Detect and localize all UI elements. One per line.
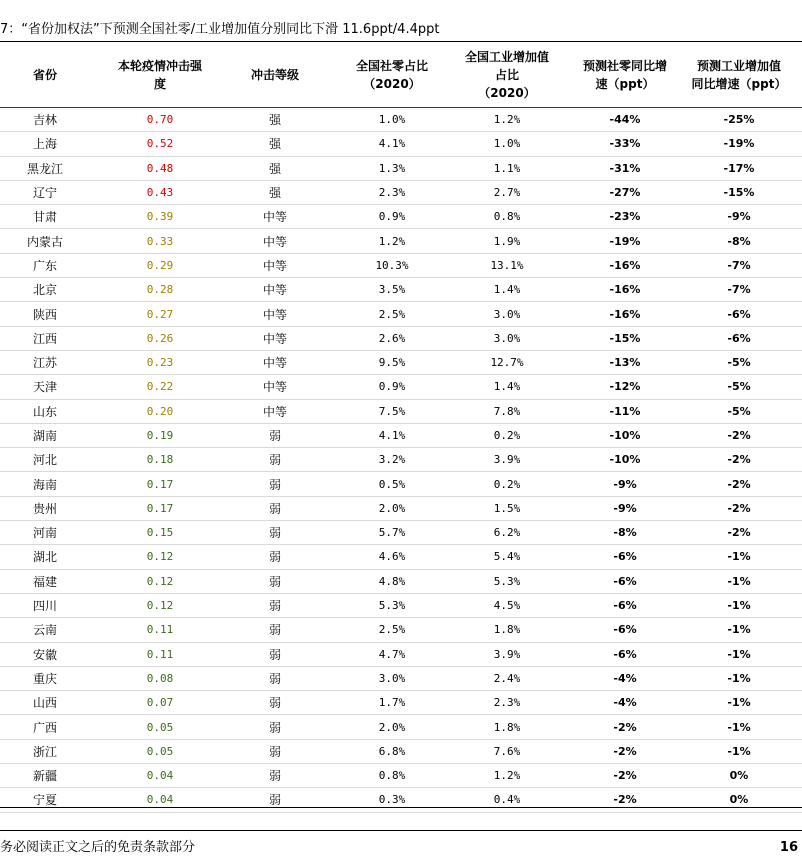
cell-industry-growth: -1% — [727, 696, 751, 710]
cell-retail-share: 0.9% — [378, 380, 406, 394]
cell-industry-growth: -7% — [727, 258, 751, 272]
table-row — [0, 351, 802, 375]
cell-intensity: 0.39 — [146, 210, 174, 224]
cell-level: 中等 — [262, 210, 287, 225]
cell-intensity: 0.08 — [146, 671, 174, 685]
table-row — [0, 400, 802, 424]
cell-retail-share: 1.2% — [378, 234, 406, 248]
cell-industry-share: 0.2% — [493, 429, 521, 442]
cell-intensity: 0.05 — [146, 744, 174, 758]
cell-industry-growth: -1% — [727, 744, 751, 758]
cell-retail-share: 0.8% — [378, 769, 406, 783]
header-retail-share — [332, 42, 452, 107]
cell-intensity: 0.27 — [146, 307, 174, 321]
cell-retail-share: 10.3% — [375, 258, 409, 272]
cell-retail-growth: -9% — [613, 477, 637, 491]
cell-province: 新疆 — [32, 769, 57, 784]
cell-level: 中等 — [262, 380, 287, 395]
table-header — [0, 42, 802, 107]
cell-level: 弱 — [268, 793, 281, 808]
cell-intensity: 0.19 — [146, 429, 174, 442]
cell-industry-share: 1.0% — [493, 137, 521, 151]
cell-level: 弱 — [268, 429, 281, 443]
cell-industry-share: 1.2% — [493, 769, 521, 783]
cell-level: 强 — [268, 161, 281, 176]
cell-industry-growth: -1% — [727, 574, 751, 588]
cell-industry-share: 7.8% — [493, 404, 521, 418]
cell-province: 云南 — [32, 623, 57, 638]
table-row — [0, 229, 802, 253]
cell-intensity: 0.12 — [146, 550, 174, 564]
cell-intensity: 0.11 — [146, 623, 174, 637]
cell-industry-share: 7.6% — [493, 744, 521, 758]
cell-industry-growth: -1% — [727, 623, 751, 637]
cell-retail-share: 3.2% — [378, 453, 406, 467]
cell-province: 广东 — [32, 258, 57, 273]
cell-level: 中等 — [262, 331, 287, 346]
cell-intensity: 0.04 — [146, 769, 174, 783]
cell-province: 贵州 — [32, 501, 57, 516]
cell-retail-growth: -16% — [609, 258, 641, 272]
cell-retail-share: 7.5% — [378, 404, 406, 418]
cell-retail-share: 2.3% — [378, 186, 406, 200]
cell-retail-growth: -6% — [613, 574, 637, 588]
cell-province: 宁夏 — [32, 793, 57, 808]
cell-province: 湖北 — [32, 550, 57, 565]
cell-industry-growth: -2% — [727, 501, 751, 515]
cell-retail-share: 2.0% — [378, 501, 406, 515]
header-intensity-label: 本轮疫情冲击强 度 — [117, 58, 202, 91]
table-body — [0, 108, 802, 813]
table-row — [0, 715, 802, 739]
cell-retail-growth: -44% — [609, 113, 641, 127]
cell-level: 中等 — [262, 283, 287, 298]
cell-industry-growth: -2% — [727, 526, 751, 540]
cell-industry-share: 5.4% — [493, 550, 521, 564]
cell-retail-growth: -12% — [609, 380, 641, 394]
table-row — [0, 643, 802, 667]
cell-province: 甘肃 — [32, 210, 57, 225]
cell-retail-growth: -2% — [613, 769, 637, 783]
cell-retail-growth: -4% — [613, 671, 637, 685]
cell-retail-growth: -15% — [609, 331, 641, 345]
cell-industry-share: 0.4% — [493, 793, 521, 807]
cell-retail-growth: -27% — [609, 186, 641, 200]
cell-retail-growth: -10% — [609, 453, 641, 467]
cell-province: 黑龙江 — [26, 161, 63, 176]
cell-intensity: 0.18 — [146, 453, 174, 467]
cell-industry-growth: -6% — [727, 331, 751, 345]
cell-industry-growth: -8% — [727, 234, 751, 248]
cell-intensity: 0.12 — [146, 574, 174, 588]
cell-retail-growth: -16% — [609, 283, 641, 297]
table-row — [0, 618, 802, 642]
cell-industry-growth: 0% — [729, 793, 749, 807]
cell-intensity: 0.17 — [146, 477, 174, 491]
cell-retail-share: 0.3% — [378, 793, 406, 807]
cell-retail-growth: -10% — [609, 429, 641, 442]
cell-province: 安徽 — [32, 647, 57, 662]
cell-level: 弱 — [268, 550, 281, 565]
table-row — [0, 327, 802, 351]
cell-level: 弱 — [268, 501, 281, 516]
cell-province: 陕西 — [32, 307, 57, 322]
cell-industry-share: 1.1% — [493, 161, 521, 175]
cell-industry-growth: -1% — [727, 671, 751, 685]
cell-level: 弱 — [268, 574, 281, 589]
cell-retail-growth: -4% — [613, 696, 637, 710]
cell-retail-growth: -2% — [613, 720, 637, 734]
cell-province: 河北 — [32, 453, 57, 468]
cell-province: 广西 — [32, 720, 57, 735]
cell-industry-growth: -2% — [727, 477, 751, 491]
cell-intensity: 0.20 — [146, 404, 174, 418]
cell-retail-share: 3.5% — [378, 283, 406, 297]
cell-retail-growth: -6% — [613, 647, 637, 661]
header-industry-share — [447, 42, 567, 107]
cell-intensity: 0.26 — [146, 331, 174, 345]
cell-industry-growth: -15% — [723, 186, 755, 200]
cell-province: 四川 — [32, 599, 57, 614]
cell-level: 弱 — [268, 526, 281, 541]
cell-industry-share: 1.9% — [493, 234, 521, 248]
cell-level: 中等 — [262, 404, 287, 419]
table-row — [0, 594, 802, 618]
cell-retail-growth: -8% — [613, 526, 637, 540]
cell-intensity: 0.29 — [146, 258, 174, 272]
cell-level: 弱 — [268, 769, 281, 784]
cell-intensity: 0.52 — [146, 137, 174, 151]
cell-industry-growth: 0% — [729, 769, 749, 783]
header-retail-growth-label: 预测社零同比增 速（ppt） — [582, 58, 667, 91]
table-row — [0, 740, 802, 764]
table-row — [0, 667, 802, 691]
cell-intensity: 0.33 — [146, 234, 174, 248]
cell-industry-growth: -2% — [727, 429, 751, 442]
cell-level: 强 — [268, 186, 281, 201]
table-caption: 7：“省份加权法”下预测全国社零/工业增加值分别同比下滑 11.6ppt/4.4ppt — [0, 22, 440, 37]
cell-retail-share: 4.6% — [378, 550, 406, 564]
header-level — [215, 42, 335, 107]
cell-retail-share: 1.3% — [378, 161, 406, 175]
cell-province: 河南 — [32, 526, 57, 541]
cell-province: 重庆 — [32, 671, 57, 686]
cell-level: 弱 — [268, 453, 281, 468]
header-industry-growth — [679, 42, 799, 107]
cell-province: 北京 — [32, 283, 57, 298]
cell-retail-share: 2.5% — [378, 623, 406, 637]
cell-level: 弱 — [268, 599, 281, 614]
header-retail-share-label: 全国社零占比 （2020） — [355, 58, 428, 91]
cell-retail-growth: -31% — [609, 161, 641, 175]
cell-province: 天津 — [32, 380, 57, 395]
cell-industry-share: 4.5% — [493, 599, 521, 613]
cell-intensity: 0.17 — [146, 501, 174, 515]
cell-province: 上海 — [32, 137, 57, 152]
cell-province: 山东 — [32, 404, 57, 419]
cell-intensity: 0.12 — [146, 599, 174, 613]
header-province-label: 省份 — [32, 67, 57, 82]
table-row — [0, 521, 802, 545]
table-row — [0, 108, 802, 132]
cell-retail-share: 0.9% — [378, 210, 406, 224]
cell-level: 弱 — [268, 720, 281, 735]
table-row — [0, 764, 802, 788]
cell-retail-share: 1.0% — [378, 113, 406, 127]
cell-retail-growth: -11% — [609, 404, 641, 418]
cell-level: 弱 — [268, 623, 281, 638]
footer-rule — [0, 830, 802, 831]
cell-retail-share: 4.1% — [378, 137, 406, 151]
cell-industry-share: 3.0% — [493, 331, 521, 345]
header-retail-growth — [565, 42, 685, 107]
cell-industry-growth: -5% — [727, 356, 751, 370]
cell-industry-growth: -2% — [727, 453, 751, 467]
cell-retail-growth: -16% — [609, 307, 641, 321]
cell-retail-growth: -6% — [613, 599, 637, 613]
cell-industry-share: 3.9% — [493, 647, 521, 661]
cell-industry-share: 6.2% — [493, 526, 521, 540]
cell-industry-share: 2.4% — [493, 671, 521, 685]
table-row — [0, 278, 802, 302]
cell-retail-growth: -23% — [609, 210, 641, 224]
cell-intensity: 0.11 — [146, 647, 174, 661]
cell-intensity: 0.04 — [146, 793, 174, 807]
table-row — [0, 448, 802, 472]
cell-industry-share: 1.4% — [493, 380, 521, 394]
cell-intensity: 0.43 — [146, 186, 174, 200]
cell-retail-growth: -6% — [613, 550, 637, 564]
cell-intensity: 0.15 — [146, 526, 174, 540]
cell-level: 强 — [268, 137, 281, 152]
cell-province: 海南 — [32, 477, 57, 492]
cell-province: 江苏 — [32, 356, 57, 371]
header-industry-growth-label: 预测工业增加值 同比增速（ppt） — [691, 58, 787, 91]
cell-level: 中等 — [262, 356, 287, 371]
cell-retail-growth: -9% — [613, 501, 637, 515]
table-row — [0, 375, 802, 399]
cell-industry-share: 13.1% — [490, 258, 524, 272]
cell-level: 中等 — [262, 258, 287, 273]
table-bottom-rule — [0, 807, 802, 808]
cell-level: 弱 — [268, 477, 281, 492]
cell-retail-share: 3.0% — [378, 671, 406, 685]
cell-intensity: 0.23 — [146, 356, 174, 370]
table-row — [0, 472, 802, 496]
table-row — [0, 157, 802, 181]
cell-retail-share: 4.1% — [378, 429, 406, 442]
cell-industry-growth: -1% — [727, 647, 751, 661]
cell-retail-share: 2.5% — [378, 307, 406, 321]
cell-industry-share: 0.8% — [493, 210, 521, 224]
cell-province: 福建 — [32, 574, 57, 589]
cell-level: 弱 — [268, 671, 281, 686]
cell-retail-share: 0.5% — [378, 477, 406, 491]
cell-province: 江西 — [32, 331, 57, 346]
cell-intensity: 0.07 — [146, 696, 174, 710]
cell-industry-share: 1.2% — [493, 113, 521, 127]
cell-retail-share: 5.3% — [378, 599, 406, 613]
cell-level: 强 — [268, 113, 281, 128]
cell-industry-growth: -1% — [727, 720, 751, 734]
cell-industry-growth: -1% — [727, 550, 751, 564]
cell-retail-share: 5.7% — [378, 526, 406, 540]
header-level-label: 冲击等级 — [250, 67, 299, 82]
table-row — [0, 254, 802, 278]
cell-intensity: 0.48 — [146, 161, 174, 175]
cell-province: 内蒙古 — [26, 234, 63, 249]
page-number: 16 — [779, 840, 798, 855]
cell-industry-share: 2.7% — [493, 186, 521, 200]
cell-level: 中等 — [262, 307, 287, 322]
cell-retail-growth: -2% — [613, 793, 637, 807]
cell-level: 弱 — [268, 744, 281, 759]
table-row — [0, 181, 802, 205]
cell-province: 湖南 — [32, 429, 57, 443]
cell-retail-growth: -2% — [613, 744, 637, 758]
cell-industry-share: 1.8% — [493, 720, 521, 734]
cell-retail-share: 1.7% — [378, 696, 406, 710]
cell-industry-share: 2.3% — [493, 696, 521, 710]
cell-industry-growth: -9% — [727, 210, 751, 224]
cell-retail-share: 4.8% — [378, 574, 406, 588]
cell-retail-growth: -6% — [613, 623, 637, 637]
cell-retail-share: 4.7% — [378, 647, 406, 661]
table-row — [0, 570, 802, 594]
cell-level: 弱 — [268, 696, 281, 711]
cell-retail-share: 2.0% — [378, 720, 406, 734]
cell-industry-share: 3.0% — [493, 307, 521, 321]
cell-intensity: 0.28 — [146, 283, 174, 297]
header-province — [0, 42, 90, 107]
cell-retail-growth: -19% — [609, 234, 641, 248]
cell-industry-share: 1.5% — [493, 501, 521, 515]
table-row — [0, 497, 802, 521]
table-row — [0, 691, 802, 715]
cell-industry-share: 1.4% — [493, 283, 521, 297]
footer-disclaimer: 务必阅读正文之后的免责条款部分 — [0, 840, 196, 855]
cell-retail-growth: -33% — [609, 137, 641, 151]
cell-intensity: 0.70 — [146, 113, 174, 127]
table-row — [0, 788, 802, 812]
cell-industry-share: 5.3% — [493, 574, 521, 588]
cell-retail-share: 6.8% — [378, 744, 406, 758]
cell-industry-growth: -19% — [723, 137, 755, 151]
cell-industry-growth: -25% — [723, 113, 755, 127]
header-industry-share-label: 全国工业增加值 占比 （2020） — [464, 49, 549, 100]
cell-level: 弱 — [268, 647, 281, 662]
table-row — [0, 132, 802, 156]
cell-level: 中等 — [262, 234, 287, 249]
cell-province: 吉林 — [32, 113, 57, 128]
cell-industry-growth: -6% — [727, 307, 751, 321]
cell-province: 辽宁 — [32, 186, 57, 201]
cell-province: 山西 — [32, 696, 57, 711]
cell-retail-share: 2.6% — [378, 331, 406, 345]
table-row — [0, 205, 802, 229]
cell-industry-growth: -17% — [723, 161, 755, 175]
cell-industry-share: 0.2% — [493, 477, 521, 491]
table-row — [0, 545, 802, 569]
cell-industry-growth: -1% — [727, 599, 751, 613]
cell-intensity: 0.22 — [146, 380, 174, 394]
cell-retail-growth: -13% — [609, 356, 641, 370]
cell-industry-growth: -7% — [727, 283, 751, 297]
cell-industry-growth: -5% — [727, 380, 751, 394]
cell-intensity: 0.05 — [146, 720, 174, 734]
cell-retail-share: 9.5% — [378, 356, 406, 370]
table-row — [0, 424, 802, 448]
cell-industry-share: 12.7% — [490, 356, 524, 370]
cell-industry-growth: -5% — [727, 404, 751, 418]
cell-industry-share: 3.9% — [493, 453, 521, 467]
header-intensity — [100, 42, 220, 107]
cell-industry-share: 1.8% — [493, 623, 521, 637]
cell-province: 浙江 — [32, 744, 57, 759]
table-row — [0, 302, 802, 326]
